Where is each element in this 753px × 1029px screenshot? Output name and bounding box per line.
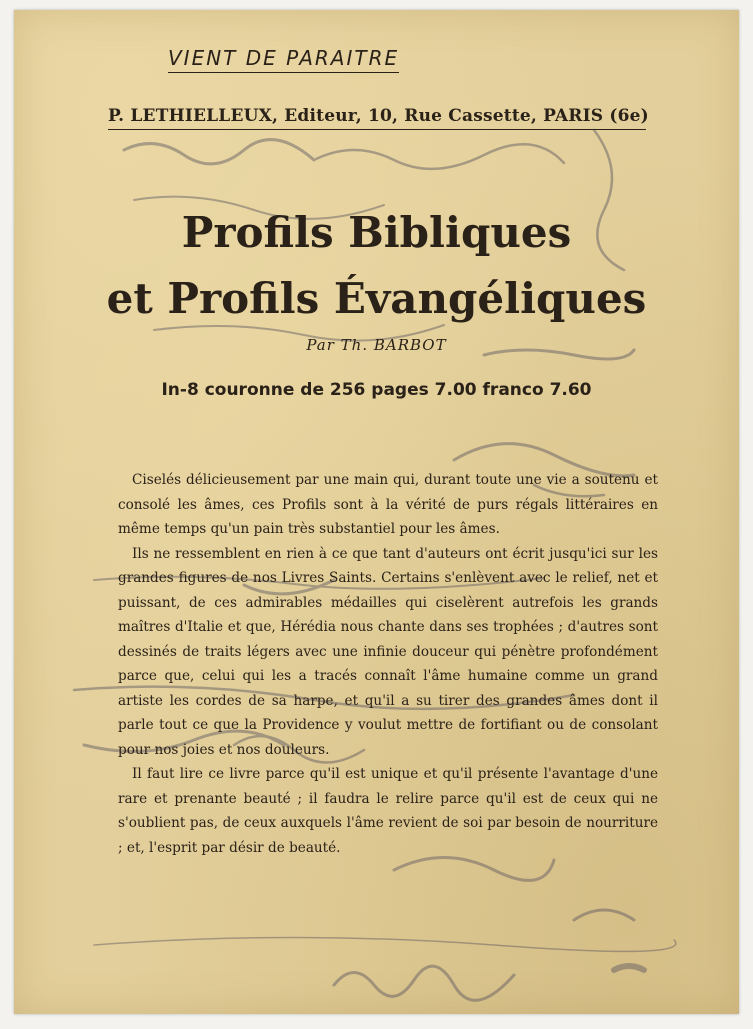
book-title-line-1: Profils Bibliques bbox=[181, 208, 572, 257]
publisher-line: P. LETHIELLEUX, Editeur, 10, Rue Cassette, PARIS (6e) bbox=[108, 106, 646, 130]
announcement-heading: VIENT DE PARAITRE bbox=[168, 46, 399, 73]
book-title-line-2: et Profils Évangéliques bbox=[106, 274, 647, 323]
description-body bbox=[118, 468, 658, 860]
document-sheet bbox=[14, 10, 739, 1014]
format-price-line: In-8 couronne de 256 pages 7.00 franco 7.60 bbox=[161, 380, 592, 400]
author-line: Par Th. BARBOT bbox=[306, 336, 447, 354]
paragraph: Ciselés délicieusement par une main qui, durant toute une vie a soutenu et consolé les âmes, ces Profils sont à la vérité de purs régals littéraires en même temps qu'un pain très substantiel pour les âmes. bbox=[118, 472, 658, 537]
paragraph: Il faut lire ce livre parce qu'il est unique et qu'il présente l'avantage d'une rare et prenante beauté ; il faudra le relire parce qu'il est de ceux qui ne s'oublient pas, de ceux auxquels l'âme revient de soi par besoin de nourriture ; et, l'esprit par désir de beauté. bbox=[118, 766, 658, 856]
paragraph: Ils ne ressemblent en rien à ce que tant d'auteurs ont écrit jusqu'ici sur les grandes figures de nos Livres Saints. Certains s'enlèvent avec le relief, net et puissant, de ces admirables médailles qui ciselèrent autrefois les grands maîtres d'Italie et que, Hérédia nous chante dans ses trophées ; d'autres sont dessinés de traits légers avec une infinie douceur qui pénètre profondément parce que, celui qui les a tracés connaît l'âme humaine comme un grand artiste les cordes de sa harpe, et qu'il a su tirer des grandes âmes dont il parle tout ce que la Providence y voulut mettre de fortifiant ou de consolant pour nos joies et nos douleurs. bbox=[118, 545, 658, 758]
